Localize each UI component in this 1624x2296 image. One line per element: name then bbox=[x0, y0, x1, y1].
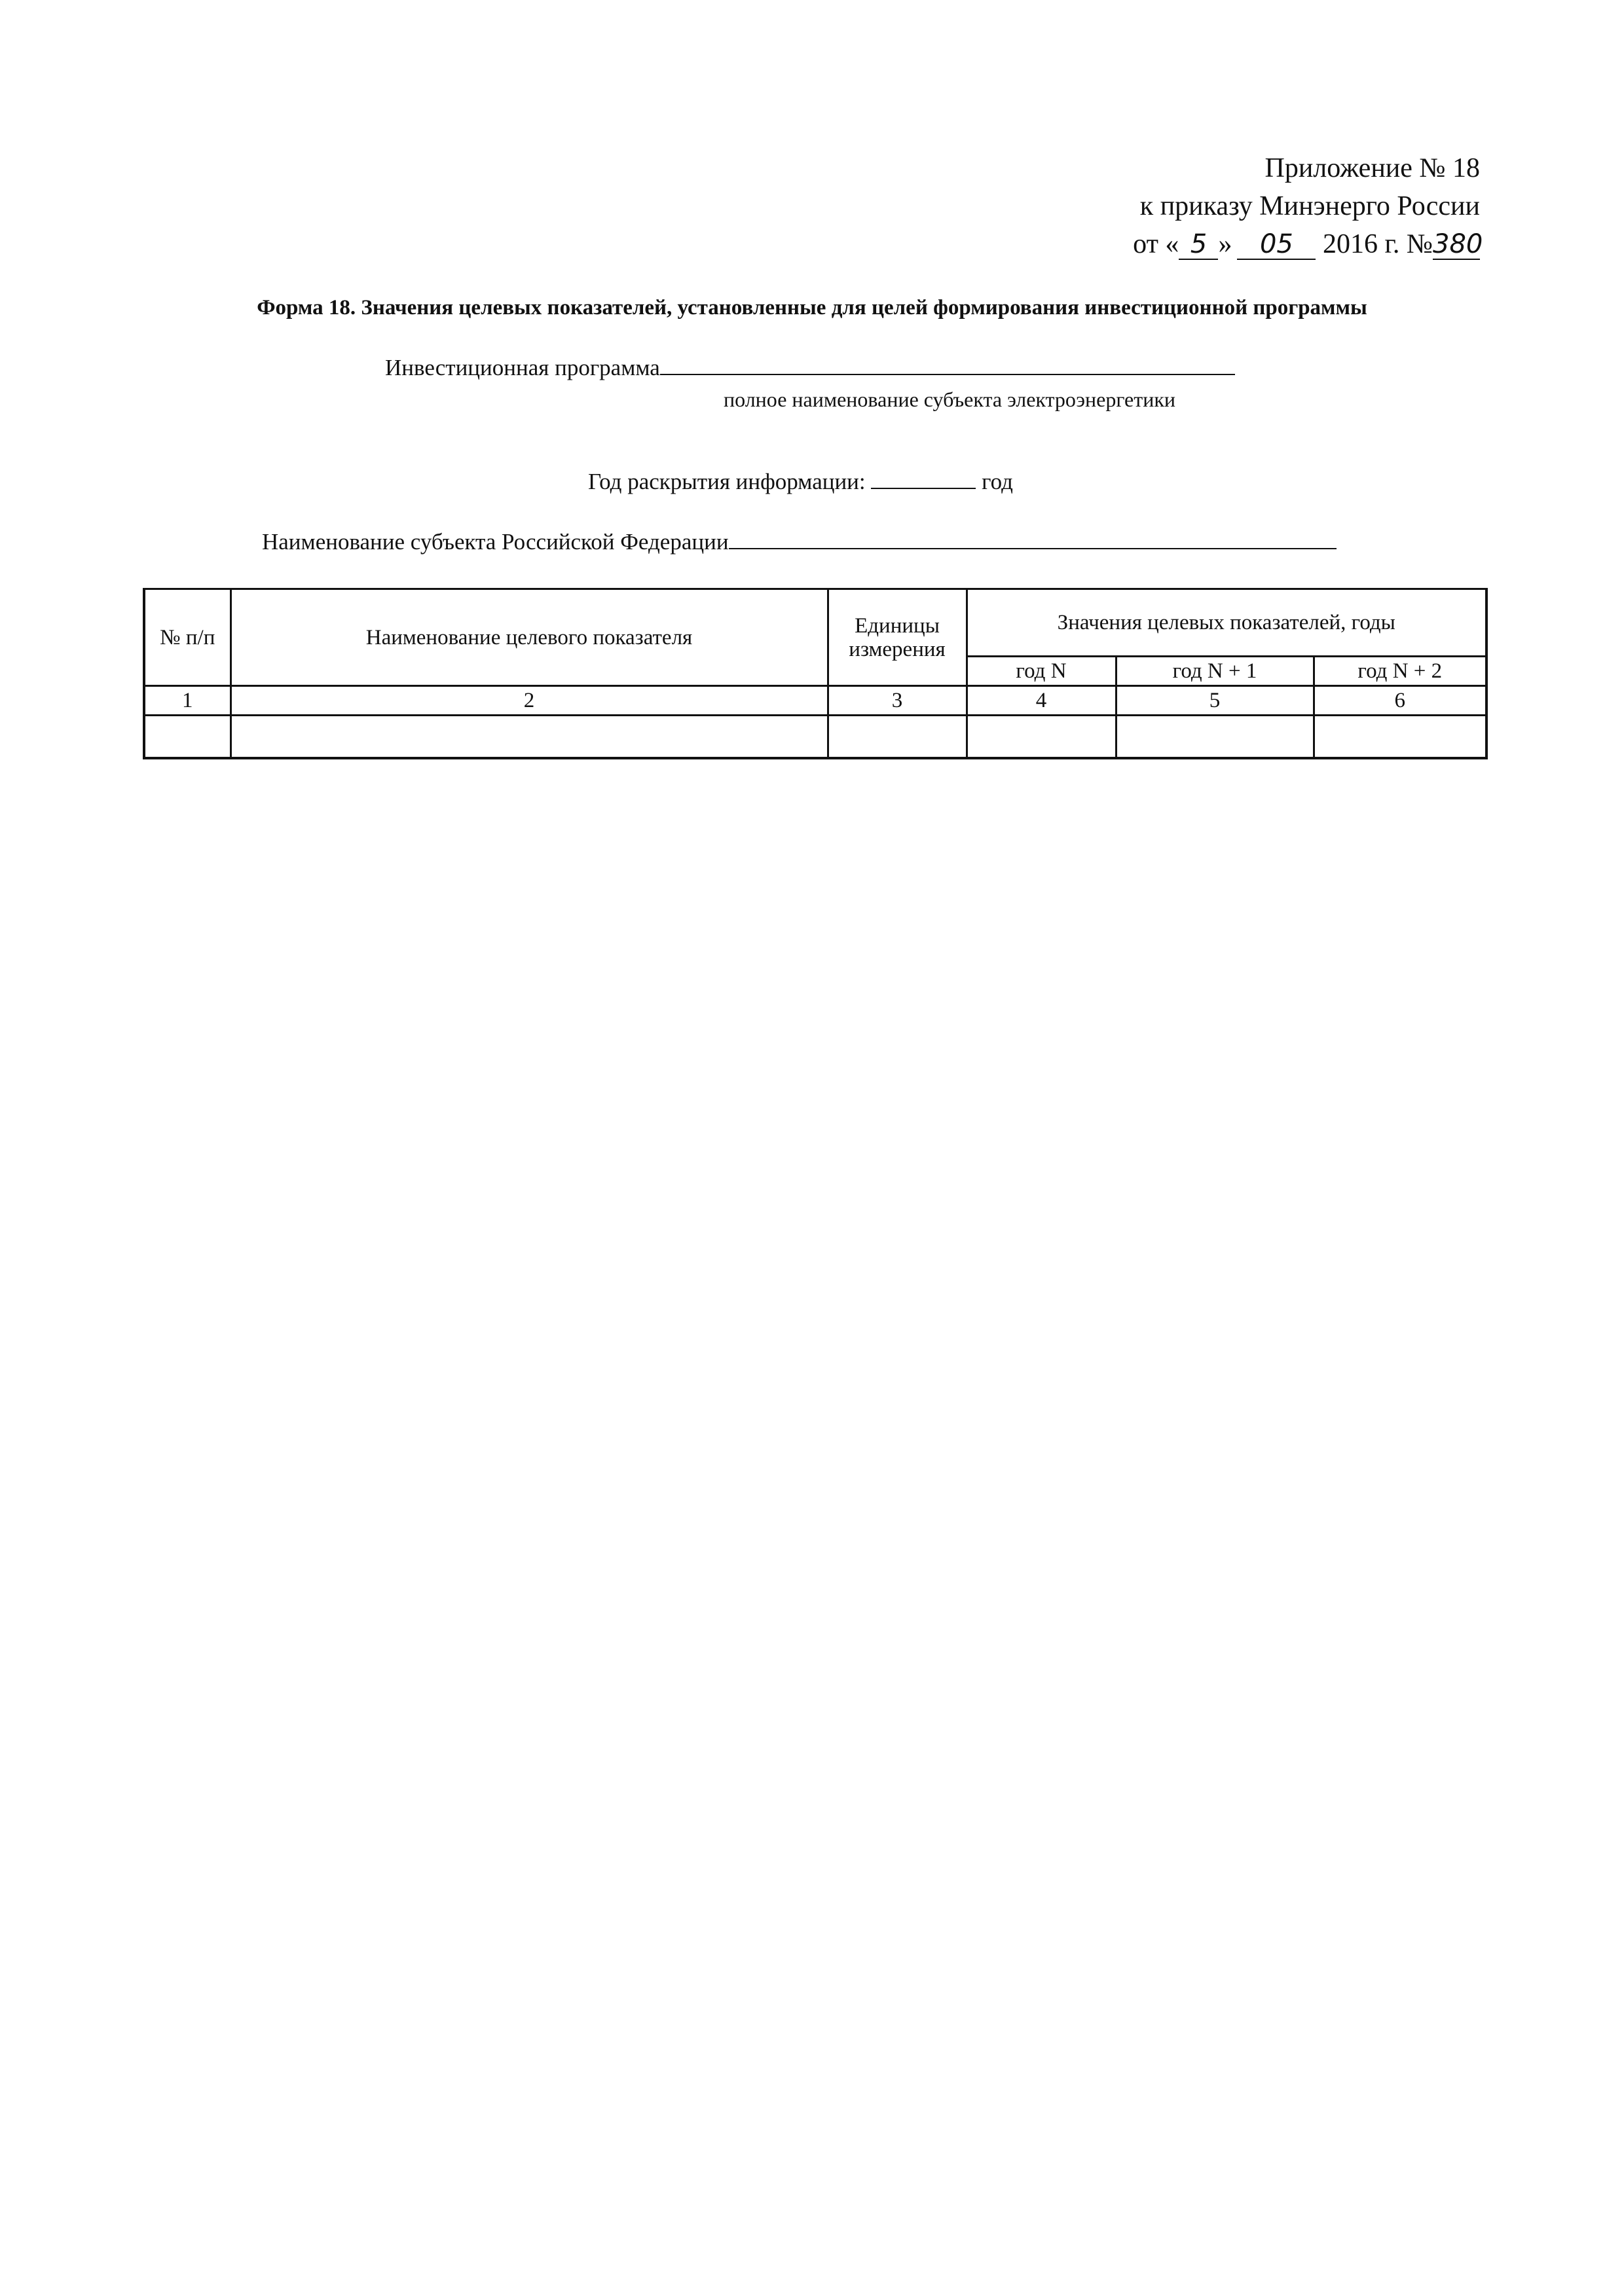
header-units: Единицы измерения bbox=[828, 589, 967, 686]
empty-cell-year-n[interactable] bbox=[967, 716, 1116, 759]
disclosure-year-suffix: год bbox=[982, 469, 1013, 494]
header-indicator-name: Наименование целевого показателя bbox=[231, 589, 828, 686]
column-number-3: 3 bbox=[828, 686, 967, 716]
order-number-handwritten: 380 bbox=[1433, 229, 1483, 259]
header-year-n-plus-2: год N + 2 bbox=[1314, 657, 1486, 686]
header-year-n-plus-1: год N + 1 bbox=[1116, 657, 1314, 686]
column-number-5: 5 bbox=[1116, 686, 1314, 716]
region-blank[interactable] bbox=[729, 530, 1337, 549]
empty-cell-year-n-plus-2[interactable] bbox=[1314, 716, 1486, 759]
appendix-order-reference: к приказу Минэнерго России bbox=[1139, 191, 1480, 221]
date-prefix: от « bbox=[1133, 229, 1179, 259]
empty-cell-units[interactable] bbox=[828, 716, 967, 759]
region-label: Наименование субъекта Российской Федерации bbox=[262, 529, 729, 555]
empty-cell-indicator-name[interactable] bbox=[231, 716, 828, 759]
appendix-header bbox=[1133, 149, 1483, 263]
date-year: 2016 г. № bbox=[1322, 229, 1433, 259]
column-number-2: 2 bbox=[231, 686, 828, 716]
disclosure-year-line bbox=[588, 469, 1013, 495]
header-year-n: год N bbox=[967, 657, 1116, 686]
disclosure-year-blank[interactable] bbox=[871, 469, 976, 489]
investment-program-line bbox=[385, 355, 1235, 381]
form-title: Форма 18. Значения целевых показателей, установленные для целей формирования инвестиционной программы bbox=[257, 296, 1367, 319]
investment-program-caption: полное наименование субъекта электроэнергетики bbox=[724, 388, 1176, 411]
appendix-title: Приложение № 18 bbox=[1264, 153, 1480, 183]
investment-program-label: Инвестиционная программа bbox=[385, 355, 660, 380]
empty-cell-year-n-plus-1[interactable] bbox=[1116, 716, 1314, 759]
region-line bbox=[262, 529, 1337, 555]
column-number-1: 1 bbox=[144, 686, 231, 716]
header-number: № п/п bbox=[144, 589, 231, 686]
appendix-date-line bbox=[1133, 225, 1483, 263]
column-number-4: 4 bbox=[967, 686, 1116, 716]
date-month-handwritten: 05 bbox=[1237, 230, 1316, 260]
date-close-quote: » bbox=[1218, 229, 1232, 259]
header-values-group: Значения целевых показателей, годы bbox=[967, 589, 1486, 657]
column-number-6: 6 bbox=[1314, 686, 1486, 716]
investment-program-blank[interactable] bbox=[660, 355, 1235, 375]
target-indicators-table bbox=[143, 588, 1488, 759]
disclosure-year-label: Год раскрытия информации: bbox=[588, 469, 866, 494]
empty-cell-number[interactable] bbox=[144, 716, 231, 759]
date-day-handwritten: 5 bbox=[1179, 230, 1218, 260]
